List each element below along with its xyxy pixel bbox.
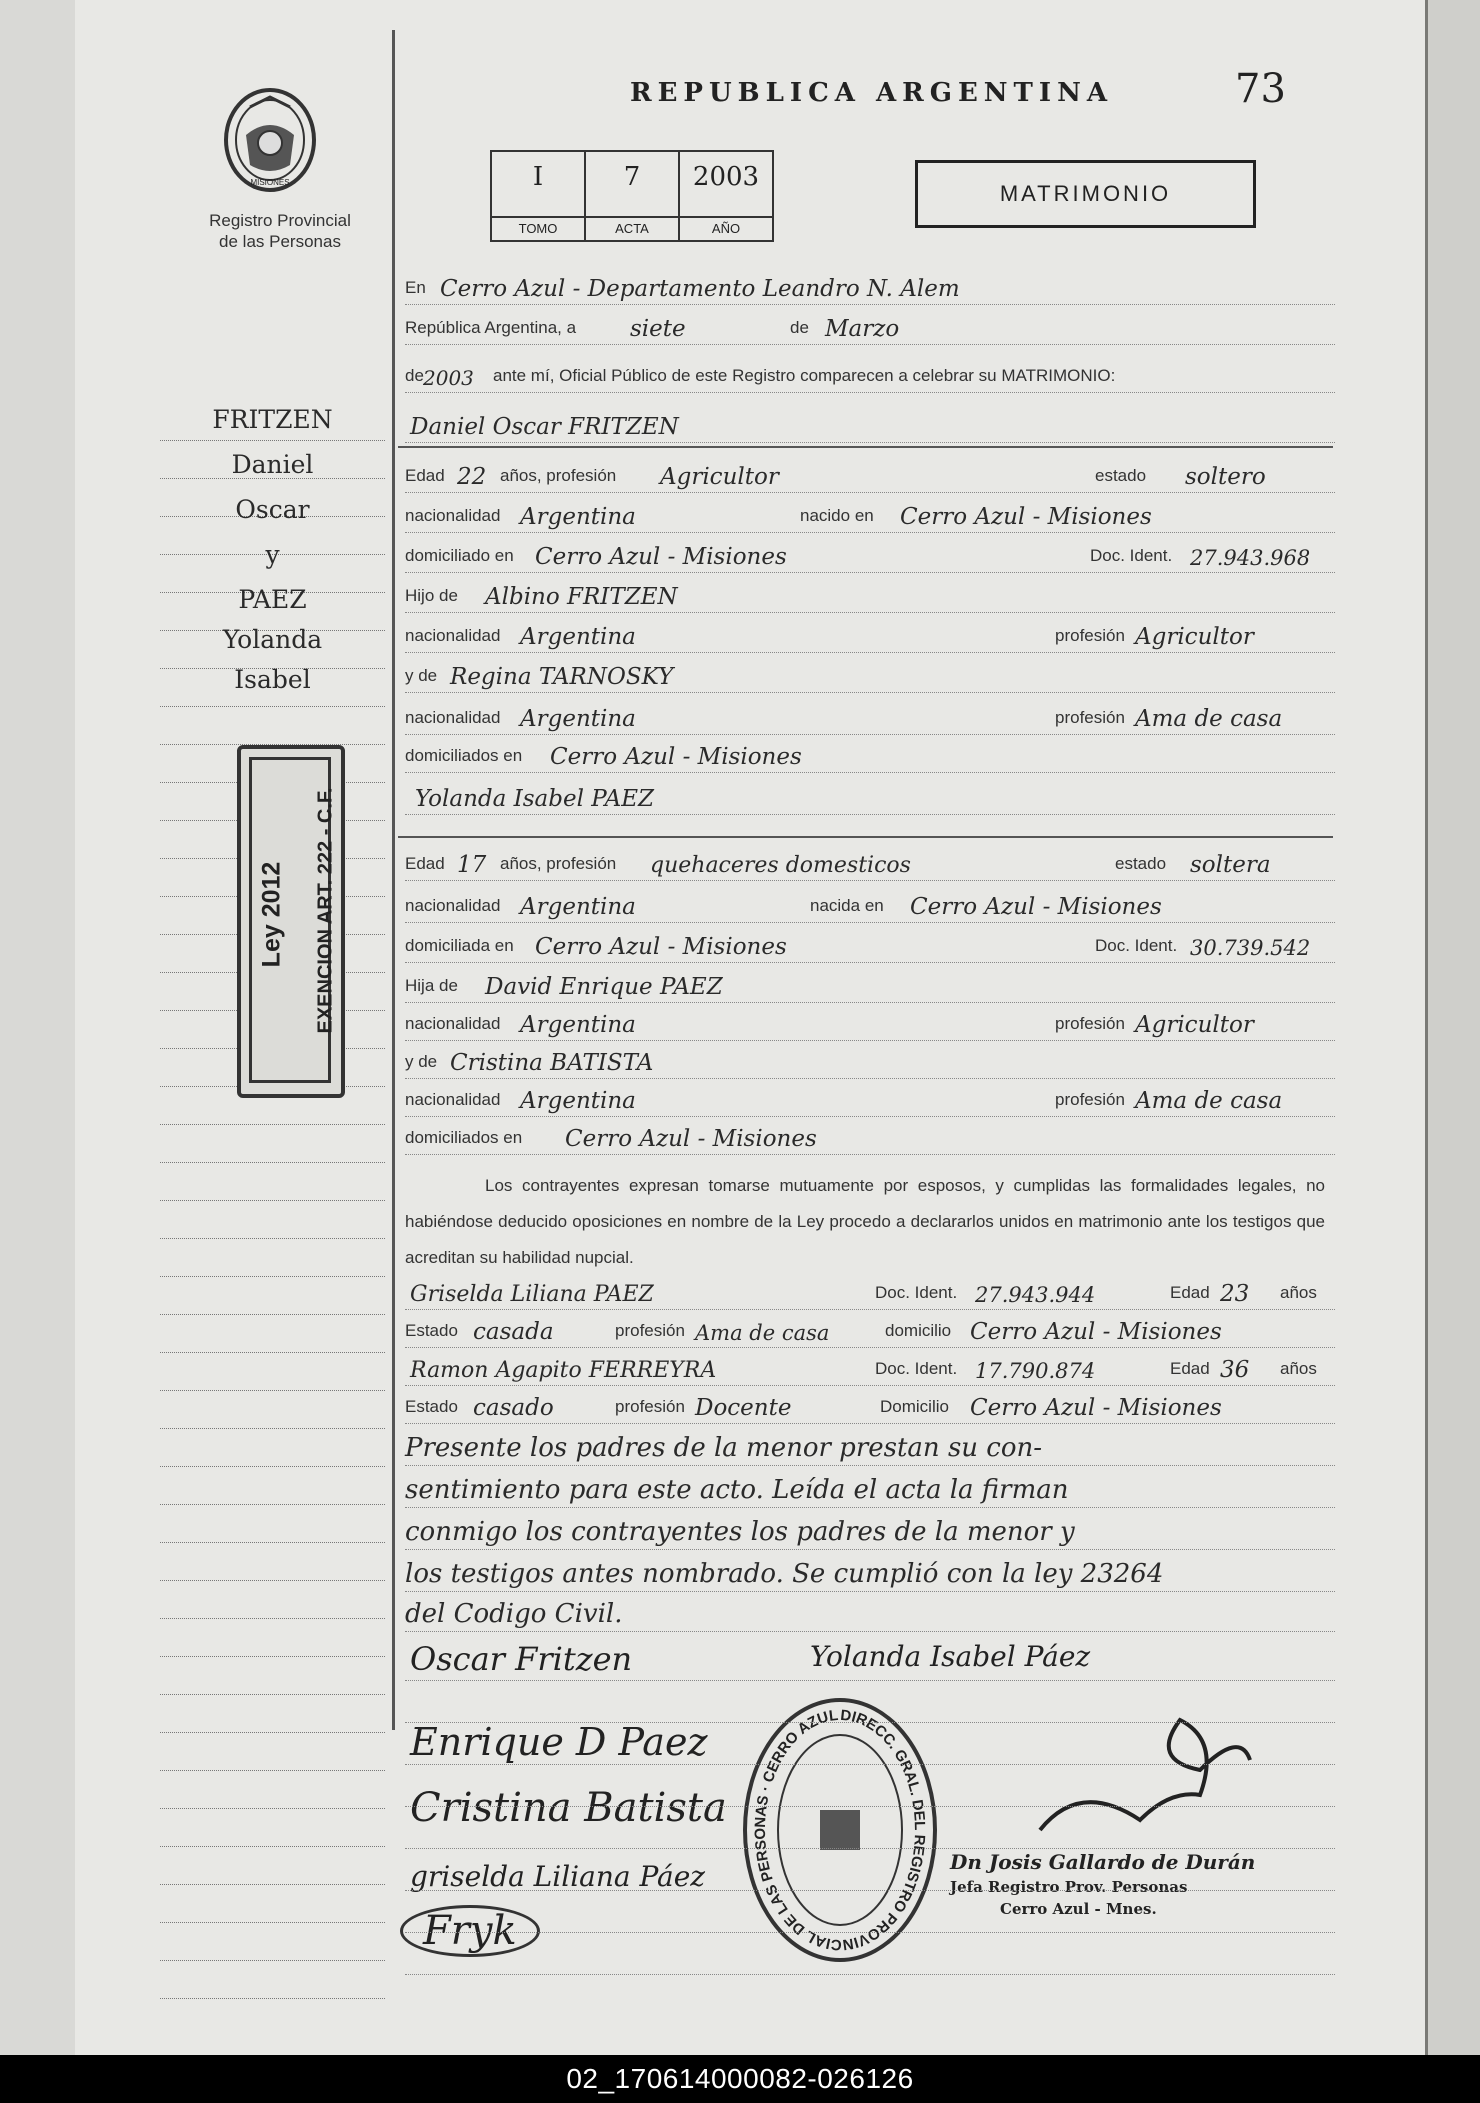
estado-label: estado [1095, 466, 1147, 485]
margin-rule-line [160, 1656, 385, 1657]
note-text-5: del Codigo Civil. [405, 1599, 623, 1629]
groom-separator [398, 446, 1333, 448]
witness-2-signature: Fryk [400, 1905, 540, 1957]
mother-profesion-label: profesión [1055, 708, 1125, 727]
margin-rule-line [160, 1808, 385, 1809]
nacionalidad-label: nacionalidad [405, 896, 501, 915]
margin-name-groom-1: Daniel [231, 450, 314, 479]
groom-full-name: Daniel Oscar FRITZEN [410, 414, 679, 440]
folio-number: 73 [1235, 66, 1286, 112]
bride-age: 17 [457, 852, 487, 878]
margin-rule-line [160, 1238, 385, 1239]
witness-1-domicile: Cerro Azul - Misiones [970, 1319, 1222, 1345]
date-row [405, 310, 1335, 345]
margin-rule-line [160, 1922, 385, 1923]
witness-2-age: 36 [1220, 1357, 1250, 1383]
margin-rule-line [160, 1314, 385, 1315]
signature-rule-line [405, 1680, 1335, 1681]
groom-mother-details-row [405, 700, 1335, 735]
bride-mother-row [405, 1044, 1335, 1079]
margin-rule-line [160, 1504, 385, 1505]
margin-conjunction: y [265, 540, 280, 569]
margin-rule-line [160, 1124, 385, 1125]
place-row [405, 270, 1335, 305]
groom-age-row [405, 458, 1335, 493]
margin-rule-line [160, 1960, 385, 1961]
month-value: Marzo [825, 316, 900, 342]
groom-name-row [405, 408, 1335, 443]
margin-rule-line [160, 706, 385, 707]
groom-mother: Regina TARNOSKY [450, 664, 674, 690]
father-signature: Enrique D Paez [410, 1720, 708, 1764]
margin-rule-line [160, 1580, 385, 1581]
margin-rule-line [160, 1352, 385, 1353]
margin-name-bride-1: Yolanda [222, 625, 323, 654]
groom-mother-row [405, 658, 1335, 693]
margin-name-groom-2: Oscar [235, 495, 310, 524]
margin-rule-line [160, 1846, 385, 1847]
signature-rule-line [405, 1764, 1335, 1765]
margin-rule-line [160, 1694, 385, 1695]
bride-doc: 30.739.542 [1190, 936, 1311, 960]
note-line-4 [405, 1553, 1335, 1592]
registry-name [180, 210, 380, 252]
bride-parents-domicile: Cerro Azul - Misiones [565, 1126, 817, 1152]
signature-rule-line [405, 1974, 1335, 1975]
witness-2-row [405, 1351, 1335, 1386]
margin-name-bride-2: Isabel [234, 665, 311, 694]
margin-surname-groom: FRITZEN [212, 405, 333, 434]
groom-father-details-row [405, 618, 1335, 653]
margin-rule-line [160, 1466, 385, 1467]
de2-label: de [405, 366, 424, 385]
act-type-title: MATRIMONIO [915, 160, 1256, 228]
witness-2-doc: 17.790.874 [975, 1359, 1096, 1383]
page-edge [1425, 0, 1480, 2055]
groom-age: 22 [457, 464, 487, 490]
groom-signature: Oscar Fritzen [410, 1640, 633, 1678]
bride-profession: quehaceres domesticos [650, 853, 911, 878]
official-round-stamp [735, 1690, 945, 1970]
stamp-exemption: EXENCION ART. 222 - C.F. [314, 787, 337, 1034]
bride-nationality: Argentina [520, 894, 636, 920]
note-text-1: Presente los padres de la menor prestan su con- [405, 1433, 1043, 1463]
groom-mother-nationality: Argentina [520, 706, 636, 732]
mother-signature: Cristina Batista [410, 1785, 727, 1831]
witness-1-details-row [405, 1313, 1335, 1348]
bride-age-row [405, 846, 1335, 881]
day-value: siete [630, 316, 686, 342]
father-profesion-label: profesión [1055, 626, 1125, 645]
father-profesion-label: profesión [1055, 1014, 1125, 1033]
edad-label: Edad [1170, 1359, 1210, 1378]
witness-2-domicile: Cerro Azul - Misiones [970, 1395, 1222, 1421]
statement-text: ante mí, Oficial Público de este Registro comparecen a celebrar su MATRIMONIO: [493, 366, 1116, 385]
anos-label: años [1280, 1359, 1317, 1378]
groom-profession: Agricultor [660, 464, 779, 490]
anos-label: años, profesión [500, 466, 617, 485]
groom-domicile: Cerro Azul - Misiones [535, 544, 787, 570]
record-reference-box [490, 150, 774, 242]
groom-mother-profession: Ama de casa [1135, 706, 1283, 732]
acta-value: 7 [623, 162, 641, 192]
tomo-value: I [532, 162, 544, 192]
signature-rule-line [405, 1890, 1335, 1891]
signature-rule-line [405, 1806, 1335, 1807]
groom-domicile-row [405, 538, 1335, 573]
mother-nacionalidad-label: nacionalidad [405, 708, 501, 727]
witness-2-civil-status: casado [473, 1395, 554, 1421]
bride-mother-nationality: Argentina [520, 1088, 636, 1114]
tax-exemption-stamp [237, 745, 345, 1098]
margin-rule-line [160, 1884, 385, 1885]
doc-label: Doc. Ident. [875, 1359, 958, 1378]
margin-rule-line [160, 1200, 385, 1201]
y-de-label: y de [405, 666, 438, 685]
domiciliados-label: domiciliados en [405, 1128, 523, 1147]
profesion-label: profesión [615, 1397, 685, 1416]
bride-mother-profession: Ama de casa [1135, 1088, 1283, 1114]
witness-1-age: 23 [1220, 1281, 1250, 1307]
groom-parents-domicile-row [405, 738, 1335, 773]
ano-label: AÑO [680, 216, 772, 240]
groom-father: Albino FRITZEN [485, 584, 678, 610]
signature-rule-line [405, 1848, 1335, 1849]
father-nacionalidad-label: nacionalidad [405, 626, 501, 645]
witness-1-signature: griselda Liliana Páez [410, 1860, 706, 1893]
mother-nacionalidad-label: nacionalidad [405, 1090, 501, 1109]
edad-label: Edad [1170, 1283, 1210, 1302]
anos-label: años, profesión [500, 854, 617, 873]
margin-rule-line [160, 1162, 385, 1163]
bride-parents-domicile-row [405, 1120, 1335, 1155]
note-line-1 [405, 1427, 1335, 1466]
acta-cell [586, 152, 680, 240]
witness-2-profession: Docente [695, 1395, 792, 1421]
registry-line-1: Registro Provincial [209, 211, 351, 230]
note-text-4: los testigos antes nombrado. Se cumplió con la ley 23264 [405, 1559, 1164, 1589]
bride-birthplace: Cerro Azul - Misiones [910, 894, 1162, 920]
column-divider [392, 30, 395, 1730]
margin-rule-line [160, 1276, 385, 1277]
de-label: de [790, 318, 809, 337]
acta-label: ACTA [586, 216, 678, 240]
bride-mother: Cristina BATISTA [450, 1050, 654, 1076]
official-name: Dn Josis Gallardo de Durán [950, 1850, 1256, 1874]
signature-rule-line [405, 1722, 1335, 1723]
bride-civil-status: soltera [1190, 852, 1271, 878]
groom-nationality: Argentina [520, 504, 636, 530]
estado-label: Estado [405, 1397, 458, 1416]
note-text-2: sentimiento para este acto. Leída el acta la firman [405, 1475, 1069, 1505]
republica-label: República Argentina, a [405, 318, 577, 337]
official-signature-stroke [1020, 1700, 1260, 1840]
witness-1-doc: 27.943.944 [975, 1283, 1096, 1307]
registry-line-2: de las Personas [219, 232, 341, 251]
domiciliados-label: domiciliados en [405, 746, 523, 765]
domiciliado-label: domiciliado en [405, 546, 514, 565]
margin-rule-line [160, 1618, 385, 1619]
round-stamp-text: DIRECC. GRAL. DEL REGISTRO PROVINCIAL DE LAS PERSONAS · CERRO AZUL [751, 1706, 929, 1954]
margin-rule-line [160, 1542, 385, 1543]
bride-full-name: Yolanda Isabel PAEZ [415, 786, 655, 812]
nacido-label: nacido en [800, 506, 874, 525]
margin-rule-line [160, 1428, 385, 1429]
groom-birthplace: Cerro Azul - Misiones [900, 504, 1152, 530]
margin-rule-line [160, 1998, 385, 1999]
bride-father-profession: Agricultor [1135, 1012, 1254, 1038]
mother-profesion-label: profesión [1055, 1090, 1125, 1109]
bride-father-row [405, 968, 1335, 1003]
doc-label: Doc. Ident. [1095, 936, 1178, 955]
tomo-label: TOMO [492, 216, 584, 240]
margin-rule-line [160, 1390, 385, 1391]
nacionalidad-label: nacionalidad [405, 506, 501, 525]
groom-nationality-row [405, 498, 1335, 533]
bride-domicile: Cerro Azul - Misiones [535, 934, 787, 960]
witness-1-name: Griselda Liliana PAEZ [410, 1282, 654, 1307]
ano-value: 2003 [692, 162, 760, 192]
ano-cell [680, 152, 772, 240]
groom-civil-status: soltero [1185, 464, 1266, 490]
groom-father-profession: Agricultor [1135, 624, 1254, 650]
signature-rule-line [405, 1932, 1335, 1933]
groom-father-nationality: Argentina [520, 624, 636, 650]
profesion-label: profesión [615, 1321, 685, 1340]
official-office: Cerro Azul - Mnes. [1000, 1900, 1157, 1918]
estado-label: Estado [405, 1321, 458, 1340]
official-signature-block [950, 1850, 1255, 1918]
stamp-law: Ley 2012 [257, 861, 286, 968]
witness-1-profession: Ama de casa [695, 1321, 830, 1345]
en-label: En [405, 278, 426, 297]
edad-label: Edad [405, 466, 445, 485]
domicilio-label: domicilio [885, 1321, 952, 1340]
doc-label: Doc. Ident. [875, 1283, 958, 1302]
groom-parents-domicile: Cerro Azul - Misiones [550, 744, 802, 770]
estado-label: estado [1115, 854, 1167, 873]
declaration-text: Los contrayentes expresan tomarse mutuamente por esposos, y cumplidas las formalidades legales, no habiéndose deducido oposiciones en nombre de la Ley procedo a declararlos unidos en matrimonio ante los testigos que acreditan su habilidad nupcial. [405, 1176, 1325, 1267]
nacida-label: nacida en [810, 896, 884, 915]
margin-rule-line [160, 440, 385, 441]
bride-father: David Enrique PAEZ [485, 974, 723, 1000]
witness-2-details-row [405, 1389, 1335, 1424]
place-value: Cerro Azul - Departamento Leandro N. Alem [440, 276, 960, 302]
note-line-5 [405, 1595, 1335, 1632]
witness-1-row [405, 1275, 1335, 1310]
official-title: Jefa Registro Prov. Personas [950, 1878, 1188, 1896]
note-line-2 [405, 1469, 1335, 1508]
y-de-label: y de [405, 1052, 438, 1071]
margin-rule-line [160, 1770, 385, 1771]
hijo-label: Hijo de [405, 586, 458, 605]
domiciliada-label: domiciliada en [405, 936, 514, 955]
margin-surname-bride: PAEZ [238, 585, 307, 614]
bride-separator [398, 836, 1333, 838]
bride-name-row [405, 780, 1335, 815]
groom-doc: 27.943.968 [1190, 546, 1311, 570]
hija-label: Hija de [405, 976, 458, 995]
bride-domicile-row [405, 928, 1335, 963]
witness-2-name: Ramon Agapito FERREYRA [410, 1358, 717, 1383]
facing-page [0, 0, 77, 2060]
seal-text: MISIONES [250, 178, 290, 187]
margin-rule-line [160, 1732, 385, 1733]
edad-label: Edad [405, 854, 445, 873]
tomo-cell [492, 152, 586, 240]
provincial-seal-icon [220, 85, 320, 195]
image-caption: 02_170614000082-026126 [0, 2055, 1480, 2103]
bride-nationality-row [405, 888, 1335, 923]
groom-father-row [405, 578, 1335, 613]
bride-signature: Yolanda Isabel Páez [810, 1640, 1091, 1673]
bride-mother-details-row [405, 1082, 1335, 1117]
note-line-3 [405, 1511, 1335, 1550]
doc-label: Doc. Ident. [1090, 546, 1173, 565]
witness-1-civil-status: casada [473, 1319, 554, 1345]
note-text-3: conmigo los contrayentes los padres de la menor y [405, 1517, 1075, 1547]
bride-father-nationality: Argentina [520, 1012, 636, 1038]
domicilio-label: Domicilio [880, 1397, 949, 1416]
statement-row [405, 358, 1335, 393]
country-heading: REPUBLICA ARGENTINA [630, 78, 1114, 108]
father-nacionalidad-label: nacionalidad [405, 1014, 501, 1033]
bride-father-details-row [405, 1006, 1335, 1041]
anos-label: años [1280, 1283, 1317, 1302]
year-value: 2003 [423, 366, 474, 390]
